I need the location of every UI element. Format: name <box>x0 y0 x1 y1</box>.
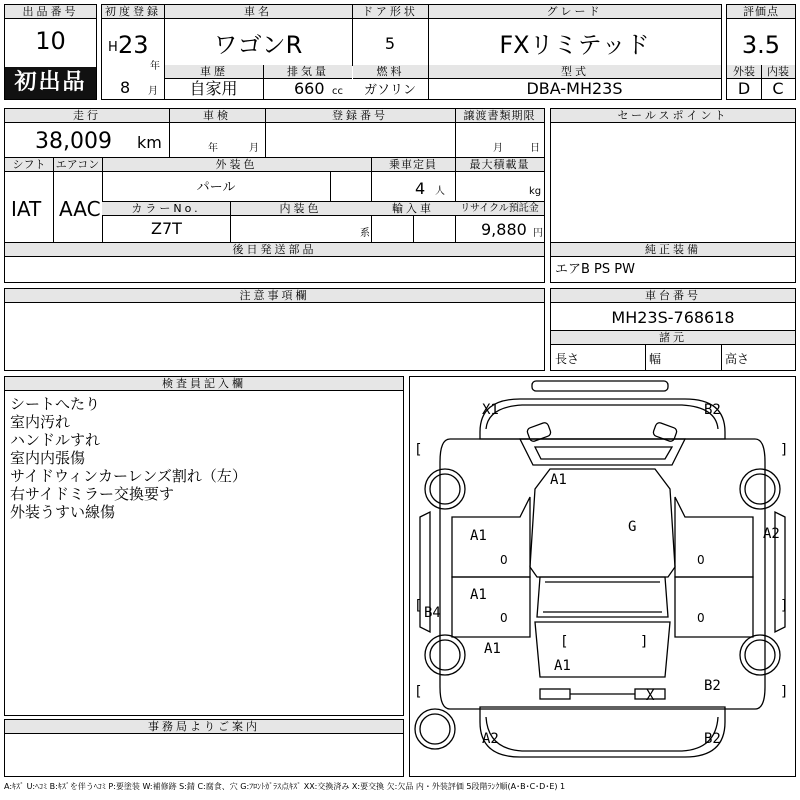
inspector-note: 室内汚れ <box>10 413 71 431</box>
year: 23 <box>118 31 149 59</box>
bracket: ] <box>780 442 789 458</box>
damage-mark: X1 <box>482 402 499 418</box>
damage-mark: A1 <box>554 658 571 674</box>
history: 自家用 <box>189 79 238 98</box>
int-color-label: 内装色 <box>230 202 371 216</box>
inspector-note: 室内内張傷 <box>10 449 86 467</box>
mileage-label: 走行 <box>5 109 169 123</box>
bracket: ] <box>780 684 789 700</box>
zero-mark: 0 <box>697 611 705 625</box>
history-label: 車歴 <box>165 65 263 79</box>
model: DBA-MH23S <box>526 79 623 98</box>
model-label: 型式 <box>429 65 721 79</box>
damage-mark: A1 <box>484 641 501 657</box>
damage-mark: A1 <box>470 587 487 603</box>
score-box <box>726 4 796 100</box>
dims-label: 諸元 <box>551 331 795 345</box>
inspector-label: 検査員記入欄 <box>5 377 403 391</box>
mileage-unit: km <box>137 133 162 152</box>
sales-point-label: セールスポイント <box>551 109 795 123</box>
ext-color-label: 外装色 <box>102 158 371 172</box>
bracket: [ <box>560 634 569 650</box>
bracket: ] <box>780 598 789 614</box>
zero-mark: 0 <box>500 611 508 625</box>
shift-label: シフト <box>5 158 53 172</box>
car-outline <box>410 377 795 776</box>
month: 8 <box>120 78 131 97</box>
ac: AAC <box>59 197 101 221</box>
score-label: 評価点 <box>727 5 795 19</box>
door-label: ドア形状 <box>352 5 428 19</box>
era: H <box>108 40 118 55</box>
mileage: 38,009 <box>35 129 112 154</box>
ac-label: エアコン <box>53 158 102 172</box>
displacement-label: 排気量 <box>264 65 352 79</box>
header-table <box>101 4 722 100</box>
zero-mark: 0 <box>500 553 508 567</box>
capacity-unit: 人 <box>435 186 445 197</box>
transfer-month-unit: 月 <box>493 143 503 154</box>
year-unit: 年 <box>150 61 160 72</box>
reg-no-label: 登録番号 <box>265 109 455 123</box>
door: 5 <box>384 34 396 53</box>
damage-mark: B2 <box>704 402 721 418</box>
width-label: 幅 <box>649 352 662 366</box>
recycle-label: リサイクル預託金 <box>455 202 544 216</box>
transfer-day-unit: 日 <box>530 143 540 154</box>
inspection-month-unit: 月 <box>249 143 259 154</box>
first-listing-badge: 初出品 <box>5 67 96 99</box>
shift: IAT <box>11 197 42 221</box>
recycle: 9,880 <box>481 220 527 239</box>
lot-box <box>4 4 97 100</box>
inspector-note: 外装うすい線傷 <box>10 503 116 521</box>
caution-label: 注意事項欄 <box>5 289 544 303</box>
exterior-grade: D <box>737 79 751 98</box>
damage-mark: A1 <box>550 472 567 488</box>
car-diagram <box>409 376 796 777</box>
office-label: 事務局よりご案内 <box>5 720 403 734</box>
lot-number: 10 <box>35 27 66 55</box>
inspector-notes <box>10 395 247 521</box>
chassis-number: MH23S-768618 <box>611 308 735 327</box>
inspector-note: 右サイドミラー交換要す <box>10 485 174 503</box>
equipment: エアB PS PW <box>555 262 635 277</box>
damage-mark: B2 <box>704 731 721 747</box>
int-color-suffix: 系 <box>360 228 370 239</box>
transfer-label: 譲渡書類期限 <box>455 109 544 123</box>
color-no: Z7T <box>151 219 182 238</box>
color-no-label: カラーNo. <box>102 202 230 216</box>
inspector-box <box>4 376 404 716</box>
capacity: 4 <box>415 179 426 198</box>
recycle-unit: 円 <box>533 228 543 239</box>
lot-label: 出品番号 <box>5 5 96 19</box>
exterior-label: 外装 <box>727 65 761 79</box>
bracket: [ <box>414 598 423 614</box>
import-label: 輸入車 <box>371 202 455 216</box>
inspection-label: 車検 <box>169 109 265 123</box>
later-parts-label: 後日発送部品 <box>5 243 544 257</box>
score: 3.5 <box>741 31 781 59</box>
ext-color: パール <box>196 180 236 195</box>
interior-label: 内装 <box>761 65 795 79</box>
inspection-year-unit: 年 <box>208 143 218 154</box>
fuel-label: 燃料 <box>353 65 428 79</box>
interior-grade: C <box>772 79 784 98</box>
car-name-label: 車名 <box>164 5 352 19</box>
spec-table <box>4 108 545 283</box>
displacement: 660 <box>294 79 325 98</box>
damage-mark: B4 <box>424 605 441 621</box>
length-label: 長さ <box>555 352 580 366</box>
chassis-label: 車台番号 <box>551 289 795 303</box>
damage-mark: A2 <box>763 526 780 542</box>
sales-point-box <box>550 108 796 283</box>
max-load-unit: kg <box>529 186 542 197</box>
grade: FXリミテッド <box>499 31 650 59</box>
legend: A:ｷｽﾞ U:ﾍｺﾐ B:ｷｽﾞを伴うﾍｺﾐ P:要塗装 W:補修跡 S:錆 C:腐食、穴 G:ﾌﾛﾝﾄｶﾞﾗｽ点ｷｽﾞ XX:交換済み X:要交換 欠:欠品 内・外装評価 5段階ﾗﾝｸ順(A･B･C･D･E) 1 <box>4 782 566 791</box>
equipment-label: 純正装備 <box>551 243 795 257</box>
car-name: ワゴンR <box>213 31 303 59</box>
chassis-box <box>550 288 796 371</box>
caution-box <box>4 288 545 371</box>
height-label: 高さ <box>725 352 750 366</box>
damage-mark: A1 <box>470 528 487 544</box>
first-reg-label: 初度登録 <box>102 5 164 19</box>
damage-mark: G <box>628 519 637 535</box>
capacity-label: 乗車定員 <box>371 158 455 172</box>
damage-mark: A2 <box>482 731 499 747</box>
inspector-note: シートへたり <box>10 395 101 413</box>
office-box <box>4 719 404 777</box>
displacement-unit: cc <box>332 86 343 97</box>
zero-mark: 0 <box>697 553 705 567</box>
fuel: ガソリン <box>363 83 416 98</box>
damage-mark: B2 <box>704 678 721 694</box>
damage-mark: X <box>646 688 655 704</box>
bracket: [ <box>414 684 423 700</box>
grade-label: グレード <box>428 5 721 19</box>
month-unit: 月 <box>148 86 158 97</box>
inspector-note: サイドウィンカーレンズ割れ（左） <box>10 467 247 485</box>
bracket: ] <box>640 634 649 650</box>
inspector-note: ハンドルすれ <box>10 431 101 449</box>
max-load-label: 最大積載量 <box>455 158 544 172</box>
bracket: [ <box>414 442 423 458</box>
